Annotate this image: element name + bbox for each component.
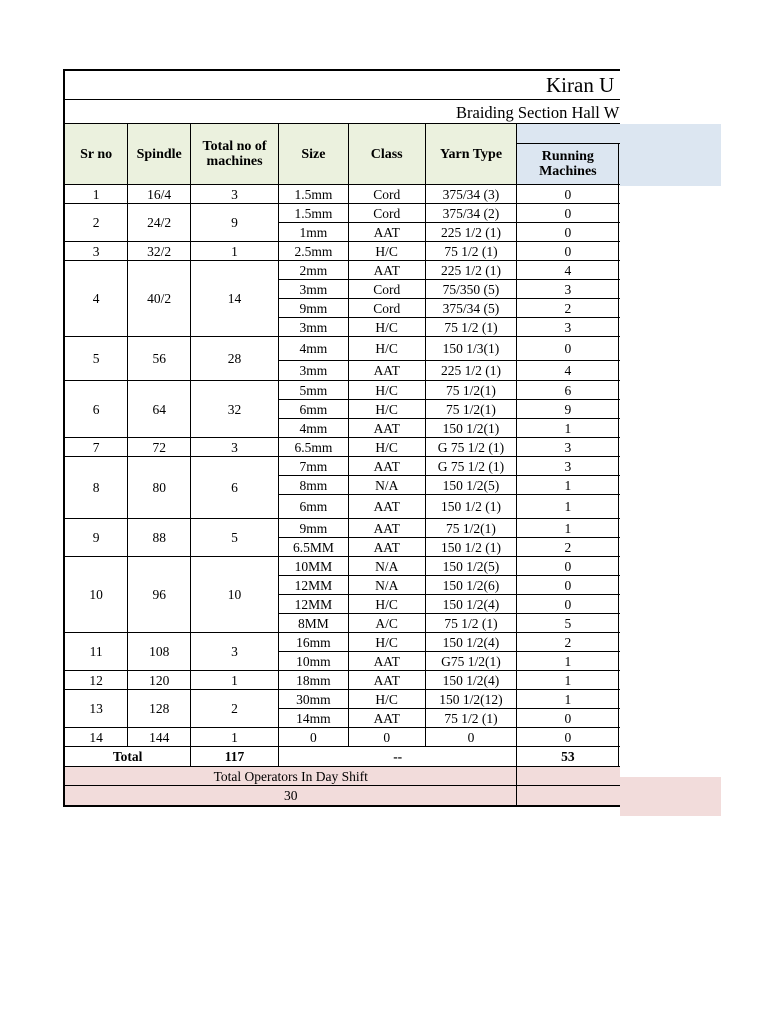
- cell-class: A/C: [348, 614, 425, 633]
- cell-class: AAT: [348, 457, 425, 476]
- cell-yarn-type: 150 1/2(5): [425, 476, 517, 495]
- cell-running-machines: 0: [517, 576, 619, 595]
- cell-class: AAT: [348, 419, 425, 438]
- cell-size: 12MM: [278, 595, 348, 614]
- cell-class: H/C: [348, 595, 425, 614]
- cell-running-machines: 0: [517, 242, 619, 261]
- cell-running-machines: 0: [517, 204, 619, 223]
- cell-size: 10MM: [278, 557, 348, 576]
- cell-spindle: 88: [128, 519, 191, 557]
- cell-sr-no: 3: [64, 242, 128, 261]
- cell-spindle: 16/4: [128, 185, 191, 204]
- cell-class: AAT: [348, 709, 425, 728]
- cell-yarn-type: 150 1/2(4): [425, 671, 517, 690]
- cell-class: Cord: [348, 280, 425, 299]
- cell-running-machines: 0: [517, 595, 619, 614]
- cell-size: 8mm: [278, 476, 348, 495]
- cell-running-machines: 3: [517, 438, 619, 457]
- cell-running-machines: 1: [517, 419, 619, 438]
- cell-class: AAT: [348, 223, 425, 242]
- cell-yarn-type: 225 1/2 (1): [425, 261, 517, 280]
- cell-size: 16mm: [278, 633, 348, 652]
- cell-size: 12MM: [278, 576, 348, 595]
- cell-class: AAT: [348, 261, 425, 280]
- cell-size: 6mm: [278, 495, 348, 519]
- total-label: Total: [64, 747, 191, 767]
- cell-yarn-type: 75 1/2 (1): [425, 614, 517, 633]
- cell-running-machines: 0: [517, 557, 619, 576]
- cell-running-machines: 0: [517, 728, 619, 747]
- cell-sr-no: 4: [64, 261, 128, 337]
- cell-class: H/C: [348, 690, 425, 709]
- header-class: Class: [348, 124, 425, 185]
- cell-total-machines: 1: [191, 671, 279, 690]
- cell-yarn-type: 225 1/2 (1): [425, 223, 517, 242]
- cell-spindle: 120: [128, 671, 191, 690]
- cell-spindle: 108: [128, 633, 191, 671]
- cell-class: N/A: [348, 476, 425, 495]
- total-machines: 117: [191, 747, 279, 767]
- cell-sr-no: 10: [64, 557, 128, 633]
- cell-sr-no: 9: [64, 519, 128, 557]
- cell-class: AAT: [348, 361, 425, 381]
- cell-size: 3mm: [278, 361, 348, 381]
- cell-running-machines: 0: [517, 337, 619, 361]
- cell-running-machines: 1: [517, 519, 619, 538]
- cell-total-machines: 9: [191, 204, 279, 242]
- sheet-subtitle: Braiding Section Hall W: [456, 103, 620, 122]
- cell-total-machines: 1: [191, 242, 279, 261]
- cell-total-machines: 3: [191, 633, 279, 671]
- cell-sr-no: 8: [64, 457, 128, 519]
- total-mid: --: [278, 747, 516, 767]
- cell-class: N/A: [348, 557, 425, 576]
- cell-class: H/C: [348, 438, 425, 457]
- cell-yarn-type: 0: [425, 728, 517, 747]
- cell-class: H/C: [348, 242, 425, 261]
- cell-total-machines: 2: [191, 690, 279, 728]
- cell-spindle: 80: [128, 457, 191, 519]
- cell-yarn-type: 375/34 (2): [425, 204, 517, 223]
- cell-sr-no: 6: [64, 381, 128, 438]
- cell-running-machines: 0: [517, 709, 619, 728]
- header-sr-no: Sr no: [64, 124, 128, 185]
- cell-yarn-type: 150 1/2 (1): [425, 538, 517, 557]
- cell-running-machines: 2: [517, 633, 619, 652]
- cell-sr-no: 12: [64, 671, 128, 690]
- cell-class: AAT: [348, 538, 425, 557]
- cell-class: Cord: [348, 185, 425, 204]
- cell-yarn-type: G 75 1/2 (1): [425, 438, 517, 457]
- cell-yarn-type: 150 1/2(4): [425, 595, 517, 614]
- cell-size: 18mm: [278, 671, 348, 690]
- cell-running-machines: 9: [517, 400, 619, 419]
- cell-size: 6.5MM: [278, 538, 348, 557]
- cell-spindle: 128: [128, 690, 191, 728]
- cell-total-machines: 32: [191, 381, 279, 438]
- cell-class: Cord: [348, 204, 425, 223]
- cell-class: N/A: [348, 576, 425, 595]
- cell-running-machines: 4: [517, 361, 619, 381]
- cell-total-machines: 10: [191, 557, 279, 633]
- operators-value: 30: [64, 786, 517, 806]
- header-size: Size: [278, 124, 348, 185]
- cell-yarn-type: 225 1/2 (1): [425, 361, 517, 381]
- cell-class: Cord: [348, 299, 425, 318]
- cell-spindle: 56: [128, 337, 191, 381]
- cell-class: H/C: [348, 400, 425, 419]
- cell-size: 30mm: [278, 690, 348, 709]
- cell-size: 1.5mm: [278, 204, 348, 223]
- sheet-title: Kiran U: [546, 73, 615, 97]
- cell-sr-no: 1: [64, 185, 128, 204]
- cell-size: 2.5mm: [278, 242, 348, 261]
- cell-total-machines: 3: [191, 185, 279, 204]
- cell-spindle: 24/2: [128, 204, 191, 242]
- cell-sr-no: 14: [64, 728, 128, 747]
- cell-class: H/C: [348, 337, 425, 361]
- cell-yarn-type: 75 1/2(1): [425, 381, 517, 400]
- cell-class: AAT: [348, 671, 425, 690]
- cell-running-machines: 1: [517, 671, 619, 690]
- cell-size: 6.5mm: [278, 438, 348, 457]
- cell-size: 1mm: [278, 223, 348, 242]
- cell-size: 1.5mm: [278, 185, 348, 204]
- cell-running-machines: 3: [517, 280, 619, 299]
- cell-yarn-type: 75 1/2 (1): [425, 318, 517, 337]
- cell-size: 3mm: [278, 280, 348, 299]
- cell-size: 4mm: [278, 337, 348, 361]
- cell-spindle: 96: [128, 557, 191, 633]
- cell-yarn-type: 75 1/2 (1): [425, 709, 517, 728]
- cell-total-machines: 3: [191, 438, 279, 457]
- total-running: 53: [517, 747, 619, 767]
- cell-yarn-type: 75 1/2(1): [425, 519, 517, 538]
- cell-sr-no: 2: [64, 204, 128, 242]
- cell-class: H/C: [348, 633, 425, 652]
- cell-size: 3mm: [278, 318, 348, 337]
- cell-class: AAT: [348, 652, 425, 671]
- cell-yarn-type: 75/350 (5): [425, 280, 517, 299]
- cell-yarn-type: 150 1/2 (1): [425, 495, 517, 519]
- cell-yarn-type: 375/34 (5): [425, 299, 517, 318]
- cell-total-machines: 14: [191, 261, 279, 337]
- cell-class: H/C: [348, 381, 425, 400]
- cell-class: AAT: [348, 519, 425, 538]
- cell-total-machines: 5: [191, 519, 279, 557]
- cell-running-machines: 1: [517, 476, 619, 495]
- cell-spindle: 144: [128, 728, 191, 747]
- header-total-machines: Total no of machines: [191, 124, 279, 185]
- cell-sr-no: 11: [64, 633, 128, 671]
- cell-running-machines: 0: [517, 185, 619, 204]
- cell-spindle: 72: [128, 438, 191, 457]
- cell-running-machines: 1: [517, 690, 619, 709]
- cell-yarn-type: 150 1/2(4): [425, 633, 517, 652]
- cell-yarn-type: 150 1/3(1): [425, 337, 517, 361]
- cell-size: 8MM: [278, 614, 348, 633]
- cell-running-machines: 2: [517, 299, 619, 318]
- cell-total-machines: 28: [191, 337, 279, 381]
- cell-running-machines: 0: [517, 223, 619, 242]
- cell-yarn-type: 150 1/2(1): [425, 419, 517, 438]
- operators-fill-extension: [620, 777, 721, 816]
- cell-class: H/C: [348, 318, 425, 337]
- cell-running-machines: 6: [517, 381, 619, 400]
- cell-total-machines: 1: [191, 728, 279, 747]
- cell-size: 9mm: [278, 519, 348, 538]
- cell-running-machines: 5: [517, 614, 619, 633]
- cell-yarn-type: 75 1/2(1): [425, 400, 517, 419]
- cell-spindle: 64: [128, 381, 191, 438]
- header-running-machines: Running Machines: [517, 144, 619, 185]
- header-fill-extension: [620, 124, 721, 186]
- cell-size: 0: [278, 728, 348, 747]
- cell-running-machines: 4: [517, 261, 619, 280]
- cell-spindle: 40/2: [128, 261, 191, 337]
- cell-size: 10mm: [278, 652, 348, 671]
- cell-size: 2mm: [278, 261, 348, 280]
- cell-yarn-type: 150 1/2(5): [425, 557, 517, 576]
- cell-class: 0: [348, 728, 425, 747]
- cell-size: 4mm: [278, 419, 348, 438]
- cell-yarn-type: 150 1/2(12): [425, 690, 517, 709]
- cell-size: 14mm: [278, 709, 348, 728]
- cell-sr-no: 5: [64, 337, 128, 381]
- operators-label: Total Operators In Day Shift: [64, 767, 517, 786]
- cell-yarn-type: G75 1/2(1): [425, 652, 517, 671]
- cell-running-machines: 2: [517, 538, 619, 557]
- cell-yarn-type: 75 1/2 (1): [425, 242, 517, 261]
- cell-size: 6mm: [278, 400, 348, 419]
- cell-running-machines: 3: [517, 318, 619, 337]
- cell-yarn-type: 375/34 (3): [425, 185, 517, 204]
- cell-size: 9mm: [278, 299, 348, 318]
- cell-size: 5mm: [278, 381, 348, 400]
- cell-running-machines: 1: [517, 495, 619, 519]
- cell-size: 7mm: [278, 457, 348, 476]
- cell-yarn-type: 150 1/2(6): [425, 576, 517, 595]
- cell-running-machines: 1: [517, 652, 619, 671]
- cell-yarn-type: G 75 1/2 (1): [425, 457, 517, 476]
- header-yarn-type: Yarn Type: [425, 124, 517, 185]
- cell-running-machines: 3: [517, 457, 619, 476]
- cell-sr-no: 13: [64, 690, 128, 728]
- cell-spindle: 32/2: [128, 242, 191, 261]
- cell-sr-no: 7: [64, 438, 128, 457]
- cell-total-machines: 6: [191, 457, 279, 519]
- header-spindle: Spindle: [128, 124, 191, 185]
- cell-class: AAT: [348, 495, 425, 519]
